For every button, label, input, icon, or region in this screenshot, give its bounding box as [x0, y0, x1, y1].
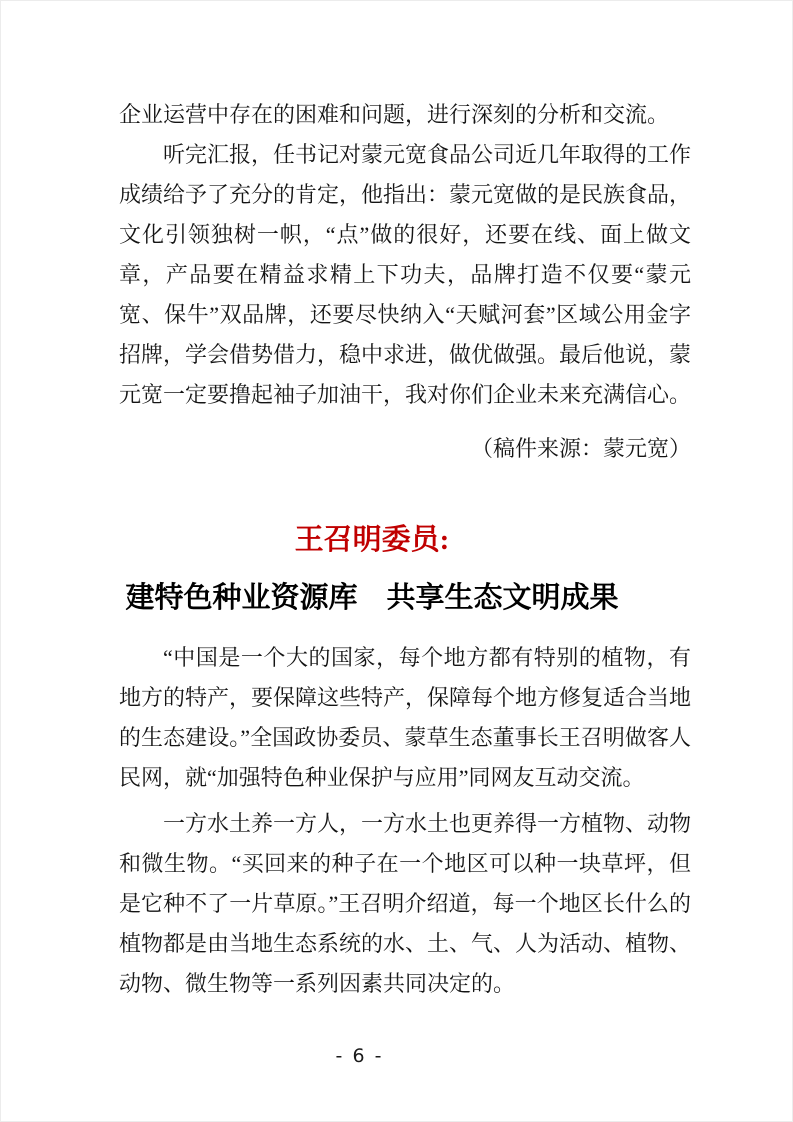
source-credit: （稿件来源：蒙元宽） — [470, 436, 691, 461]
article-title-speaker: 王召明委员: — [294, 524, 450, 556]
page-number: - 6 - — [335, 1045, 384, 1067]
paragraph-report: 听完汇报，任书记对蒙元宽食品公司近几年取得的工作成绩给予了充分的肯定，他指出：蒙元宽做的是民族食品，文化引领独树一帜，“点”做的很好，还要在线、面上做文章，产品要在精益求精上下功夫，品牌打造不仅要“蒙元宽、保牛”双品牌，还要尽快纳入“天赋河套”区域公用金字招牌，学会借势借力，稳中求进，做优做强。最后他说，蒙元宽一定要撸起袖子加油干，我对你们企业未来充满信心。 — [119, 142, 692, 407]
paragraph-continuation: 企业运营中存在的困难和问题，进行深刻的分析和交流。 — [119, 102, 670, 127]
paragraph-ecology: 一方水土养一方人，一方水土也更养得一方植物、动物和微生物。“买回来的种子在一个地区可以种一块草坪，但是它种不了一片草原。”王召明介绍道，每一个地区长什么的植物都是由当地生态系统的水、土、气、人为活动、植物、动物、微生物等一系列因素共同决定的。 — [119, 811, 692, 996]
article-title-main: 建特色种业资源库 共享生态文明成果 — [125, 582, 619, 614]
paragraph-quote: “中国是一个大的国家，每个地方都有特别的植物，有地方的特产，要保障这些特产，保障每个地方修复适合当地的生态建设。”全国政协委员、蒙草生态董事长王召明做客人民网，就“加强特色种业保护与应用”同网友互动交流。 — [119, 645, 692, 790]
